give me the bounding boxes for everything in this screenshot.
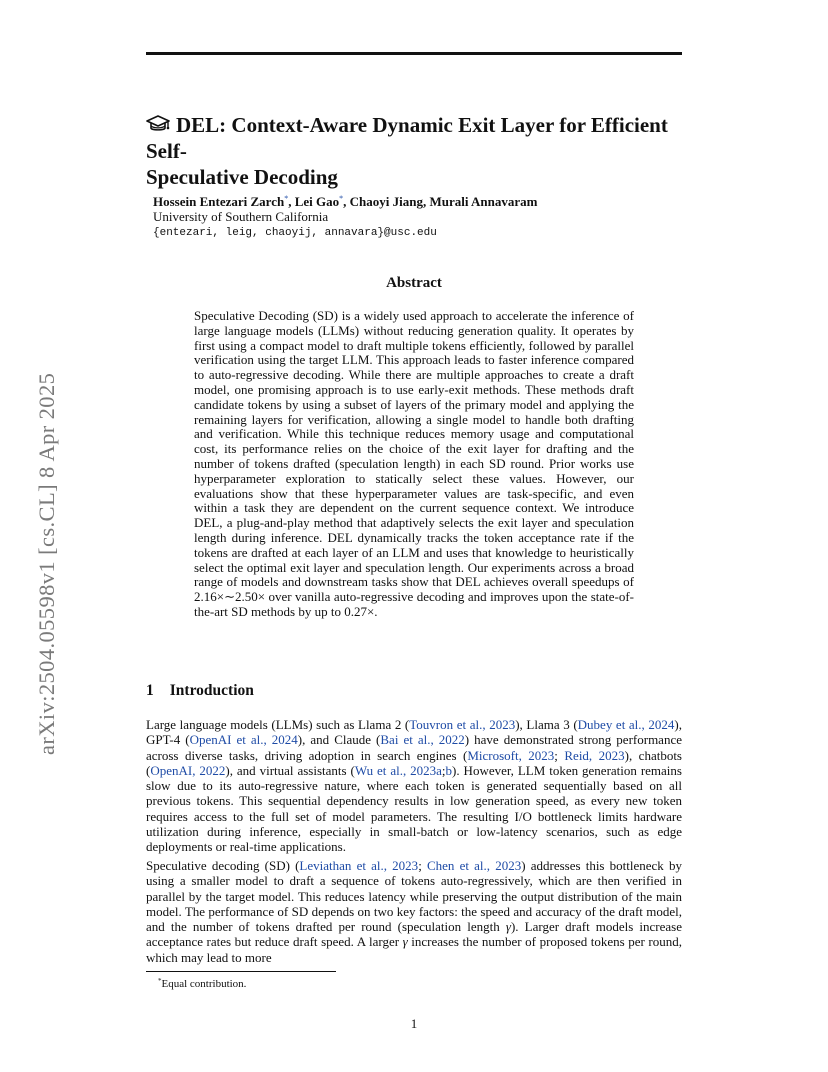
text-span: ) addresses this bottleneck by using a smaller model to draft a sequence of tokens auto-regressively, which are then verified in parallel by the target model. This reduces latency while preserving the output distribution of the main model. The performance of SD depends on two key factors: the speed and accuracy of the draft model, and the number of tokens drafted per round (speculation length (146, 858, 682, 935)
citation-link[interactable]: Dubey et al., 2024 (577, 717, 675, 732)
citation-link[interactable]: Bai et al., 2022 (380, 732, 465, 748)
author-emails: {entezari, leig, chaoyij, annavara}@usc.edu (153, 227, 437, 239)
text-span: ) have demonstrated strong performance across diverse tasks, driving adoption in search engines ( (146, 732, 682, 763)
equal-contribution-mark-1[interactable]: * (284, 194, 289, 203)
citation-link[interactable]: OpenAI et al., 2024 (189, 732, 298, 748)
author-1: Hossein Entezari Zarch (153, 194, 285, 209)
gamma-symbol: γ (505, 919, 511, 935)
citation-link[interactable]: Microsoft, 2023 (467, 747, 555, 763)
text-span: ). Larger draft models increase acceptance rates but reduce draft speed. A larger (146, 919, 682, 950)
footnote-rule (146, 971, 336, 972)
intro-paragraph-2 (146, 858, 682, 965)
gamma-symbol: γ (402, 934, 408, 950)
affiliation: University of Southern California (153, 209, 329, 224)
citation-link[interactable]: Chen et al., 2023 (426, 858, 522, 873)
author-names (153, 194, 537, 209)
text-span: ). However, LLM token generation remains slow due to its auto-regressive nature, where each token is generated sequentially based on all previous tokens. This sequential dependency results in low generation speed, as every new token requires access to the full set of model parameters. The resulting I/O bottleneck limits hardware utilization during inference, especially in small-batch or low-latency scenarios, such as edge deployments or real-time applications. (146, 762, 682, 855)
text-span: ), chatbots ( (146, 747, 682, 778)
intro-paragraph-1 (146, 717, 682, 855)
citation-link[interactable]: Wu et al., 2023a (354, 762, 442, 778)
section-title: Introduction (169, 682, 254, 699)
footnote (158, 977, 246, 990)
text-span: ), and Claude ( (297, 732, 381, 748)
page-number: 1 (410, 1016, 418, 1031)
arxiv-identifier[interactable]: arXiv:2504.05598v1 [cs.CL] 8 Apr 2025 (34, 372, 59, 755)
text-span: ), Llama 3 ( (515, 717, 578, 732)
text-span: increases the number of proposed tokens per round, which may lead to more (146, 934, 682, 965)
section-number: 1 (146, 682, 154, 699)
top-rule (146, 52, 682, 55)
footnote-mark: * (158, 977, 162, 985)
footnote-text: Equal contribution. (161, 978, 247, 990)
text-span: ), GPT-4 ( (146, 717, 682, 748)
citation-link[interactable]: Leviathan et al., 2023 (299, 858, 419, 873)
text-span: ; (554, 747, 565, 763)
author-2: , Lei Gao (288, 194, 340, 209)
paper-title (146, 112, 706, 190)
text-span: Speculative decoding (SD) ( (146, 858, 300, 873)
text-span: ; (441, 762, 446, 778)
abstract-heading: Abstract (386, 275, 442, 291)
author-block (153, 191, 537, 241)
citation-link[interactable]: OpenAI, 2022 (150, 762, 226, 778)
equal-contribution-mark-2[interactable]: * (339, 194, 344, 203)
text-span: Large language models (LLMs) such as Llama 2 ( (146, 717, 410, 732)
citation-link[interactable]: Reid, 2023 (564, 747, 625, 763)
abstract-text: Speculative Decoding (SD) is a widely used approach to accelerate the inference of large language models (LLMs) without reducing generation quality. It operates by first using a compact model to draft multiple tokens efficiently, followed by parallel verification using the target LLM. This approach leads to faster inference compared to auto-regressive decoding. While there are multiple approaches to create a draft model, one promising approach is to use early-exit methods. These methods draft candidate tokens by using a subset of layers of the primary model and applying the remaining layers for verification, allowing a single model to handle both drafting and verification. While this technique reduces memory usage and computational cost, its performance relies on the choice of the exit layer for drafting and the number of tokens drafted (speculation length) in each SD round. Prior works use hyperparameter exploration to statically select these values. However, our evaluations show that these hyperparameter values are task-specific, and even within a task they are dependent on the current sequence context. We introduce DEL, a plug-and-play method that adaptively selects the exit layer and speculation length during inference. DEL dynamically tracks the token acceptance rate if the tokens are drafted at each layer of an LLM and uses that knowledge to heuristically select the optimal exit layer and speculation length. Our experiments across a broad range of models and downstream tasks show that DEL achieves overall speedups of 2.16×∼2.50× over vanilla auto-regressive decoding and improves upon the state-of-the-art SD methods by up to 0.27×. (194, 308, 634, 619)
citation-link[interactable]: Touvron et al., 2023 (409, 717, 516, 732)
title-line-1: DEL: Context-Aware Dynamic Exit Layer for Efficient Self- (146, 113, 668, 163)
text-span: ), and virtual assistants ( (225, 762, 355, 778)
title-line-2: Speculative Decoding (146, 165, 338, 189)
author-3-4: , Chaoyi Jiang, Murali Annavaram (343, 194, 538, 209)
section-heading-introduction (146, 682, 254, 700)
citation-link[interactable]: b (445, 762, 453, 778)
graduation-cap-icon (146, 115, 170, 135)
title-block (146, 112, 706, 190)
text-span: ; (418, 858, 427, 873)
